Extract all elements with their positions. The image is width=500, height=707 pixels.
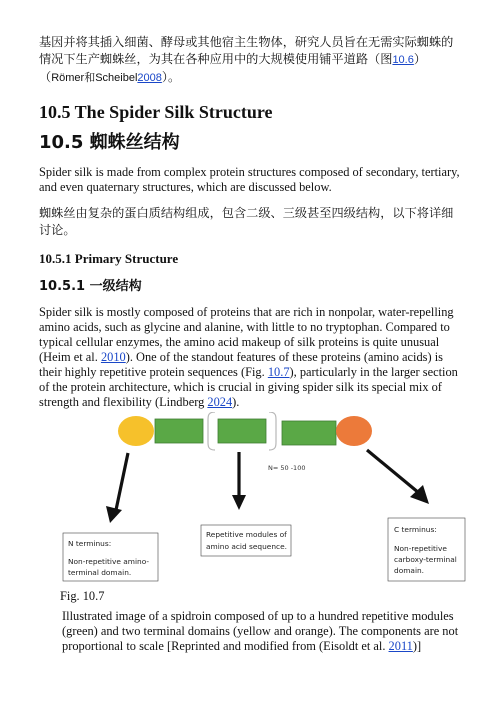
para-text-2: ). One of the standout features of these proteins (amino acids) is their highly repetitive protein sequences (Fig. — [39, 350, 443, 379]
c-terminus-desc-line3: domain. — [394, 566, 425, 575]
citation-link-2008[interactable]: 2008 — [137, 72, 162, 84]
intro-text: 基因并将其插入细菌、酵母或其他宿主生物体，研究人员旨在无需实际蜘蛛的情况下生产蜘蛛丝，为其在各种应用中的大规模使用铺平道路（图 — [39, 35, 454, 66]
section-paragraph-en: Spider silk is made from complex protein structures composed of secondary, tertiary, and even quaternary structures, which are discussed below. — [39, 165, 460, 194]
n-terminal-domain — [118, 416, 154, 446]
c-terminus-desc-line2: carboxy-terminal — [394, 555, 457, 564]
subsection-title-en: 10.5.1 Primary Structure — [39, 251, 179, 266]
subsection-title-cn: 10.5.1 一级结构 — [39, 279, 142, 294]
arrow-to-repeat-modules — [232, 452, 246, 510]
figure-caption — [62, 609, 462, 654]
citation-link-2024[interactable]: 2024 — [207, 395, 233, 409]
repetitive-desc-line1: Repetitive modules of — [206, 530, 287, 539]
repeat-module-left — [155, 419, 203, 443]
page-content — [39, 34, 463, 410]
subsection-paragraph — [39, 305, 463, 410]
arrow-to-c-terminus — [367, 450, 429, 504]
section-title-en: 10.5 The Spider Silk Structure — [39, 102, 273, 122]
n-terminus-desc-line2: terminal domain. — [68, 568, 132, 577]
figure-link-10-6[interactable]: 10.6 — [392, 54, 414, 66]
citation-link-2011[interactable]: 2011 — [388, 639, 413, 653]
citation-link-2010[interactable]: 2010 — [100, 350, 126, 364]
spidroin-figure — [60, 412, 480, 592]
intro-author: Römer和Scheibel — [51, 72, 138, 84]
spidroin-diagram — [60, 412, 480, 592]
repeat-module-right — [282, 421, 336, 445]
repeat-module-center — [218, 419, 266, 443]
n-terminus-title: N terminus: — [68, 539, 112, 548]
arrow-to-n-terminus — [106, 453, 128, 523]
para-text-1: Spider silk is mostly composed of proteins that are rich in nonpolar, water-repelling amino acids, such as glycine and alanine, with little to no tryptophan. Compared to typical cellular enzymes, the amino acid makeup of silk proteins is quite unusual (Heim et al. — [39, 305, 454, 364]
section-title-cn: 10.5 蜘蛛丝结构 — [39, 132, 180, 153]
figure-link-10-7[interactable]: 10.7 — [267, 365, 290, 379]
c-terminal-domain — [336, 416, 372, 446]
section-paragraph-cn: 蜘蛛丝由复杂的蛋白质结构组成，包含二级、三级甚至四级结构，以下将详细讨论。 — [39, 206, 454, 237]
figure-label: Fig. 10.7 — [60, 589, 105, 603]
para-text-3: ), particularly in the larger section of the protein architecture, which is crucial in giving spider silk its special mix of strength and flexibility (Lindberg — [39, 365, 458, 409]
caption-text-2: )] — [412, 639, 422, 653]
intro-paren: ）（ — [39, 52, 427, 84]
n-terminus-desc-line1: Non-repetitive amino- — [68, 557, 150, 566]
para-text-4: ). — [232, 395, 240, 409]
repeat-count-label: N= 50 -100 — [268, 464, 306, 472]
intro-paragraph — [39, 34, 463, 87]
bracket-left — [208, 412, 215, 450]
c-terminus-title: C terminus: — [394, 525, 437, 534]
c-terminus-desc-line1: Non-repetitive — [394, 544, 447, 553]
repetitive-desc-line2: amino acid sequence. — [206, 542, 287, 551]
bracket-right — [269, 412, 276, 450]
intro-end: ）。 — [161, 70, 181, 84]
caption-text-1: Illustrated image of a spidroin composed of up to a hundred repetitive modules (green) and two terminal domains (yellow and orange). The components are not proportional to scale [Reprinted and modified from (Eisoldt et al. — [62, 609, 459, 653]
